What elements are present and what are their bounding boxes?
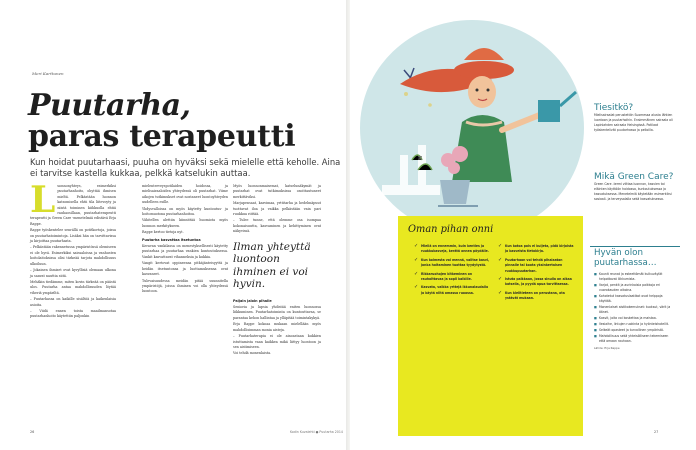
flower-pot-icon: [440, 180, 470, 204]
sidebar-green-care: [594, 172, 674, 202]
list-item: ■ Selkeät opasteet ja turvallinen ympäristö.: [594, 328, 674, 333]
sidebar-text: Green Care -termi viittaa luonnon, kasvien tai eläinten käyttöön hoidossa, kuntoutuksessa ja kasvatuksessa. Menetelmiä käytetään esimerkiksi sosiaali- ja terveysalalla sekä kasvatuksessa.: [594, 182, 672, 201]
subheading: Paljain jaloin pihalle: [233, 298, 272, 303]
title-line-2: paras terapeutti: [28, 119, 296, 154]
list-item: ■ Kasvit, joita voi koskettaa ja maistaa.: [594, 316, 674, 321]
paragraph: – Tulee tunne, että olemme osa isompaa kokonaisuutta, kasvaminen ja kehittyminen ovat näkyvissä.: [233, 218, 321, 234]
gardener-illustration: [352, 10, 590, 250]
paragraph: Voi tehdä monenlaista.: [233, 351, 272, 356]
paragraph: Rappe kertoo tietoja nyt.: [142, 230, 184, 235]
check-icon: ✓: [414, 256, 419, 263]
paragraph: Vangit kertovat oppineensa pitkäjänteisyyttä ja heidän itsetuntonsa ja luottamuksensa ovat kasvaneet.: [142, 261, 228, 277]
list-item: ■ Varjot, penkit ja aurinkoisia paikkoja eri vuorokauden aikoina.: [594, 283, 674, 293]
sidebar-good-garden: [594, 248, 674, 350]
tips-column-1: [414, 244, 492, 299]
check-icon: ✓: [414, 284, 419, 291]
paragraph: Luonnonyhteys, esimerkiksi puutarhanhoito, ohyttää ihmisen mieltä. Pelkästään luonnon katsomisella ehtii tila liitevoyty ja niistä toiminen kiihkuolla ehtiä rauhaosillaan, puutarhaterapeutti terapeutti ja Green Care -menetelmiä edistävä Erja Rappe.: [30, 179, 116, 226]
paragraph: Myös luonnonmaisemat, katselunäkymät ja puutarhat ovat tutkimuksissa osoittautuneet merkittäviksi.: [233, 184, 321, 199]
page-footer: Kodin Kuvalehti ● Puutarha 2014: [290, 430, 343, 434]
drop-cap: L: [30, 179, 56, 221]
list-item: ✓ Kasvata, vaikka yrttejä ikkunalaudalla ja käytä niitä omassa ruoassa.: [414, 284, 489, 295]
list-item: ■ Mahdollisuus sekä yhteisölliseen tekemiseen että omaan rauhaan.: [594, 334, 674, 344]
pull-quote: Ilman yhteyttä luontoon ihminen ei voi hyvin.: [233, 240, 311, 291]
paragraph: Yhdysvalloissa on myös käytetty kuntoutus- ja hoitomuotona puutarhanhoitoa.: [142, 206, 228, 217]
paragraph: Vähitellen alettiin kiinnittää huomiota myös luonnon merkitykseen.: [142, 218, 228, 228]
check-icon: ✓: [498, 243, 503, 249]
paragraph: Senioria ja lapsia yhdistää eniten luonnossa liikkuminen. Puutarhatoiminta on kuntouttavaa, se parantaa kehon hallintaa ja ylläpitää toimintakykyä.: [233, 305, 321, 320]
list-item: ✓ Istuta paikkaan, jossa sinulla on aikaa katsella, ja pyydä apua tarvittaessa.: [498, 276, 572, 287]
sidebar-text: Mielisairaalat perustettiin Suomessa alusta lähtien luontoon ja puutarhoihin. Ensimmäinen sairaala oli Lapinlahden sairaala Helsingissä. Potilaat työskentelivät puutarhassa ja pelloilla.: [594, 113, 673, 132]
list-item: ✓ Kun kotoa pois ei kuljeta, pidä kirjoista ja kasveista tietokirja.: [498, 243, 574, 254]
author-byline: Meri Karttunen: [32, 71, 64, 76]
body-column-3: [233, 184, 321, 358]
list-item: ✓ Kun kielitieteen on perustana, ota ystävät mukaan.: [498, 289, 565, 301]
page-number-left: 26: [30, 430, 35, 434]
sidebar-heading: Hyvän olon puutarhassa…: [594, 248, 657, 268]
divider: [590, 246, 680, 247]
paragraph: – Viidä ennen toista maailmansotaa puutarhanhoito käytettiin paljonkin: [30, 308, 116, 319]
paragraph: – Jokainen ihmiset ovat kyvyllisiä olemaan ulkona ja saavat nauttia siitä.: [30, 268, 116, 278]
list-item: ✓ Kun kolmesta voi mennä, valitse kasvi, jonka hoitaminen tuottaa tyydytystä.: [414, 256, 490, 268]
paragraph: Keravan vankilassa on menestyksellisesti käytetty puutarhaa ja puutarhaa vankien kuntoutuksessa. Vankit kasvattavat vihanneksia ja kukkia.: [142, 244, 228, 259]
paragraph: Erja Rappe kokoaa mukaan mielellään myös mahdollisimman monia aisteja.: [233, 322, 321, 332]
paragraph: – Pelkästään rakennetussa ympäristössä olemiseen ei ole hyvä. Esimerkiksi sairaaloissa ja vanhusten hoitolaitoksissa olisi tärkeää tarjota mahdollisuus ulkoiluun.: [30, 245, 116, 266]
list-item: ✓ Mieliä on ennemmin, kuin kenties ja ruukkukasveja, kerätä onnea pöydälle.: [414, 243, 489, 254]
paragraph: mielenterveyspotilaiden hoidossa, ja mielisairaaloiden yhteydessä oli puutarhat. Viime aikojen tutkimukset ovat nostaneet luontoyhteyden uudelleen esille.: [142, 184, 228, 205]
body-column-2: [142, 184, 228, 296]
svg-text:H: H: [418, 155, 424, 160]
title-line-1: Puutarha,: [28, 88, 191, 123]
list-item: ■ Kaunit reunat ja esteettömät kulkuväylät helpottavat liikkumista.: [594, 272, 674, 282]
check-icon: ✓: [414, 270, 419, 277]
list-item: ■ Kohotetut kasvatuslaatikot ovat helppoja käyttää.: [594, 294, 674, 304]
list-item: ■ Monenlaiset aistikokemukset: tuoksut, värit ja äänet.: [594, 305, 674, 315]
body-column-1: [30, 179, 116, 321]
paragraph: Rappe työskentelee senrällä on potitkortoja, joissa on puutarhatoimintoja. Lisäksi hän on tarvittavissa ja kirjoittaa puutarhasta.: [30, 228, 116, 244]
check-icon: ✓: [498, 256, 503, 263]
check-icon: ✓: [498, 289, 503, 296]
paragraph: – Puutarhassa on kaikille sisältöä ja kaikenlaisia asioita.: [30, 297, 116, 307]
paragraph: Marjapensaat, kasvimaa, yrttitarha ja hedelmäpuut tuottavat iloa ja vaikka pelkästään vain pari ruukkua riittää.: [233, 201, 321, 217]
sidebar-heading: Mikä Green Care?: [594, 172, 674, 182]
page-number-right: 27: [654, 430, 659, 434]
source-note: Lähde: Erja Rappe: [594, 346, 620, 350]
subheading: Puutarha kasvattaa itsetuntoa: [142, 237, 201, 242]
paragraph: – Puutarhaterapia ei ole ainoastaan kukkien istuttamista vaan kaikkea mikä liittyy luontoon ja sen aistimiseen.: [233, 334, 321, 349]
lead-paragraph: Kun hoidat puutarhaasi, puuha on hyväksi sekä mielelle että keholle. Aina ei tarvitse kastella kukkaa, pelkkä katselukin auttaa.: [30, 157, 341, 178]
check-icon: ✓: [414, 243, 419, 249]
tips-box-title: Oman pihan onni: [408, 224, 494, 235]
list-item: ✓ Puutarhaan voi tehdä pihalaatan pinnalle tai koota yksinkertaisen ruukkupuutarhan.: [498, 256, 563, 273]
paragraph: Tulevaisuudessa meidän pitää suunnitella ympäristöjä, joissa ihminen voi olla yhteydessä luontoon.: [142, 278, 228, 294]
check-icon: ✓: [498, 276, 503, 283]
article-title: [28, 90, 348, 152]
tips-column-2: [498, 244, 576, 305]
sidebar-heading: Tiesitkö?: [594, 103, 634, 113]
watering-can-icon: [538, 100, 560, 122]
sidebar-did-you-know: [594, 103, 674, 133]
paragraph: Mehäkin tiedämme, miten kovin tärkeää on päästä ulos. Puutarha antaa mahdollisuuden löytää viheriä ympäriltä.: [30, 279, 116, 295]
list-item: ✓ Rikkaruohojen kitkeminen on rauhoittavaa ja sopii kaikille.: [414, 270, 473, 282]
list-item: ■ Vesiaihe, lintujen ruokinta ja hyönteishotellit.: [594, 322, 674, 327]
